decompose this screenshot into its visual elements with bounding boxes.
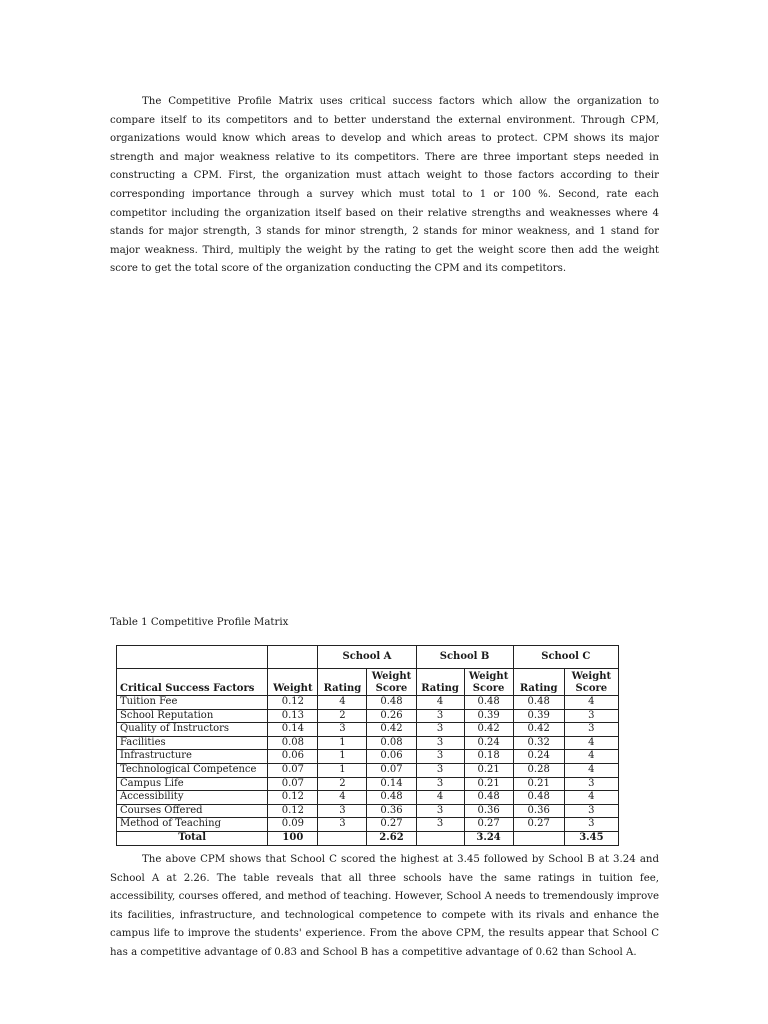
school-b-rating-cell: 3 (416, 709, 464, 723)
group-header-school-b: School B (416, 646, 513, 669)
school-c-rating-cell: 0.24 (513, 750, 564, 764)
weight-cell: 0.07 (268, 777, 318, 791)
school-b-weight-score-cell: 0.21 (464, 763, 513, 777)
school-c-rating-cell: 0.48 (513, 696, 564, 710)
analysis-paragraph: The above CPM shows that School C scored the highest at 3.45 followed by School B at 3.24 and School A at 2.26. The table reveals that all three schools have the same ratings in tuition fee, accessibility, courses offered, and method of teaching. However, School A needs to tremendously improve its facilities, infrastructure, and technological competence to compete with its rivals and enhance the campus life to improve the students' experience. From the above CPM, the results appear that School C has a competitive advantage of 0.83 and School B has a competitive advantage of 0.62 than School A. (110, 854, 659, 958)
school-a-weight-score-cell: 0.14 (367, 777, 416, 791)
intro-paragraph: The Competitive Profile Matrix uses critical success factors which allow the organization to compare itself to its competitors and to better understand the external environment. Through CPM, organizations would know which areas to develop and which areas to protect. CPM shows its major strength and major weakness relative to its competitors. There are three important steps needed in constructing a CPM. First, the organization must attach weight to those factors according to their corresponding importance through a survey which must total to 1 or 100 %. Second, rate each competitor including the organization itself based on their relative strengths and weaknesses where 4 stands for major strength, 3 stands for minor strength, 2 stands for minor weakness, and 1 stand for major weakness. Third, multiply the weight by the rating to get the weight score then add the weight score to get the total score of the organization conducting the CPM and its competitors. (110, 96, 659, 275)
school-a-rating-cell: 2 (318, 709, 367, 723)
school-b-rating-cell: 4 (416, 791, 464, 805)
school-a-rating-cell: 3 (318, 818, 367, 832)
school-c-weight-score-cell: 3 (564, 723, 618, 737)
total-row (117, 831, 619, 845)
column-header-row (117, 669, 619, 696)
school-c-rating-cell: 0.39 (513, 709, 564, 723)
school-c-weight-score-cell: 4 (564, 736, 618, 750)
total-school-b-weight-score-cell: 3.24 (464, 831, 513, 845)
total-weight-cell: 100 (268, 831, 318, 845)
school-a-weight-score-cell: 0.26 (367, 709, 416, 723)
school-b-rating-cell: 3 (416, 763, 464, 777)
table-row (117, 763, 619, 777)
school-b-weight-score-cell: 0.21 (464, 777, 513, 791)
factor-cell: Method of Teaching (117, 818, 268, 832)
school-a-weight-score-cell: 0.08 (367, 736, 416, 750)
school-b-weight-score-cell: 0.42 (464, 723, 513, 737)
table-row (117, 736, 619, 750)
factor-cell: Accessibility (117, 791, 268, 805)
weight-cell: 0.06 (268, 750, 318, 764)
school-a-rating-cell: 4 (318, 696, 367, 710)
school-b-rating-cell: 3 (416, 777, 464, 791)
school-c-weight-score-cell: 3 (564, 709, 618, 723)
column-header-weight-score: Weight Score (367, 669, 416, 696)
factor-cell: Facilities (117, 736, 268, 750)
school-a-weight-score-cell: 0.48 (367, 791, 416, 805)
school-b-weight-score-cell: 0.36 (464, 804, 513, 818)
school-b-weight-score-cell: 0.27 (464, 818, 513, 832)
school-b-rating-cell: 3 (416, 723, 464, 737)
school-c-rating-cell: 0.36 (513, 804, 564, 818)
school-b-rating-cell: 3 (416, 750, 464, 764)
factor-cell: Infrastructure (117, 750, 268, 764)
school-b-weight-score-cell: 0.39 (464, 709, 513, 723)
weight-cell: 0.09 (268, 818, 318, 832)
column-header-weight: Weight (268, 669, 318, 696)
weight-cell: 0.14 (268, 723, 318, 737)
total-factor-cell: Total (117, 831, 268, 845)
weight-cell: 0.12 (268, 791, 318, 805)
weight-cell: 0.07 (268, 763, 318, 777)
factor-cell: Tuition Fee (117, 696, 268, 710)
group-header-school-a: School A (318, 646, 416, 669)
total-school-a-rating-cell (318, 831, 367, 845)
school-c-rating-cell: 0.21 (513, 777, 564, 791)
column-header-rating: Rating (416, 669, 464, 696)
school-b-weight-score-cell: 0.48 (464, 791, 513, 805)
weight-cell: 0.13 (268, 709, 318, 723)
school-c-rating-cell: 0.27 (513, 818, 564, 832)
school-b-rating-cell: 3 (416, 736, 464, 750)
table-row (117, 804, 619, 818)
school-c-weight-score-cell: 3 (564, 818, 618, 832)
school-a-weight-score-cell: 0.06 (367, 750, 416, 764)
school-b-weight-score-cell: 0.18 (464, 750, 513, 764)
school-a-weight-score-cell: 0.42 (367, 723, 416, 737)
school-a-rating-cell: 1 (318, 763, 367, 777)
school-c-rating-cell: 0.42 (513, 723, 564, 737)
table-row (117, 777, 619, 791)
school-c-weight-score-cell: 3 (564, 804, 618, 818)
factor-cell: School Reputation (117, 709, 268, 723)
column-header-rating: Rating (318, 669, 367, 696)
school-b-weight-score-cell: 0.24 (464, 736, 513, 750)
table-caption: Table 1 Competitive Profile Matrix (110, 617, 289, 628)
weight-cell: 0.12 (268, 804, 318, 818)
school-c-rating-cell: 0.32 (513, 736, 564, 750)
school-a-rating-cell: 1 (318, 750, 367, 764)
table-row (117, 696, 619, 710)
school-c-weight-score-cell: 4 (564, 750, 618, 764)
factor-cell: Technological Competence (117, 763, 268, 777)
column-header-weight-score: Weight Score (464, 669, 513, 696)
total-school-a-weight-score-cell: 2.62 (367, 831, 416, 845)
school-c-rating-cell: 0.48 (513, 791, 564, 805)
school-a-rating-cell: 4 (318, 791, 367, 805)
school-a-rating-cell: 1 (318, 736, 367, 750)
school-b-weight-score-cell: 0.48 (464, 696, 513, 710)
school-a-weight-score-cell: 0.48 (367, 696, 416, 710)
total-school-c-weight-score-cell: 3.45 (564, 831, 618, 845)
total-school-c-rating-cell (513, 831, 564, 845)
school-c-weight-score-cell: 4 (564, 763, 618, 777)
school-a-rating-cell: 3 (318, 804, 367, 818)
competitive-profile-matrix-table (116, 645, 619, 846)
school-a-rating-cell: 2 (318, 777, 367, 791)
school-c-weight-score-cell: 4 (564, 791, 618, 805)
school-b-rating-cell: 3 (416, 804, 464, 818)
school-a-weight-score-cell: 0.07 (367, 763, 416, 777)
table-row (117, 709, 619, 723)
school-c-weight-score-cell: 3 (564, 777, 618, 791)
table-row (117, 723, 619, 737)
school-c-weight-score-cell: 4 (564, 696, 618, 710)
header-blank-cell (117, 646, 268, 669)
factor-cell: Campus Life (117, 777, 268, 791)
factor-cell: Quality of Instructors (117, 723, 268, 737)
school-b-rating-cell: 4 (416, 696, 464, 710)
table-row (117, 750, 619, 764)
column-header-weight-score: Weight Score (564, 669, 618, 696)
school-a-weight-score-cell: 0.36 (367, 804, 416, 818)
column-header-factor: Critical Success Factors (117, 669, 268, 696)
weight-cell: 0.08 (268, 736, 318, 750)
table-row (117, 818, 619, 832)
group-header-school-c: School C (513, 646, 618, 669)
group-header-row (117, 646, 619, 669)
total-school-b-rating-cell (416, 831, 464, 845)
school-c-rating-cell: 0.28 (513, 763, 564, 777)
school-a-rating-cell: 3 (318, 723, 367, 737)
school-a-weight-score-cell: 0.27 (367, 818, 416, 832)
column-header-rating: Rating (513, 669, 564, 696)
weight-cell: 0.12 (268, 696, 318, 710)
school-b-rating-cell: 3 (416, 818, 464, 832)
factor-cell: Courses Offered (117, 804, 268, 818)
header-blank-cell (268, 646, 318, 669)
table-row (117, 791, 619, 805)
